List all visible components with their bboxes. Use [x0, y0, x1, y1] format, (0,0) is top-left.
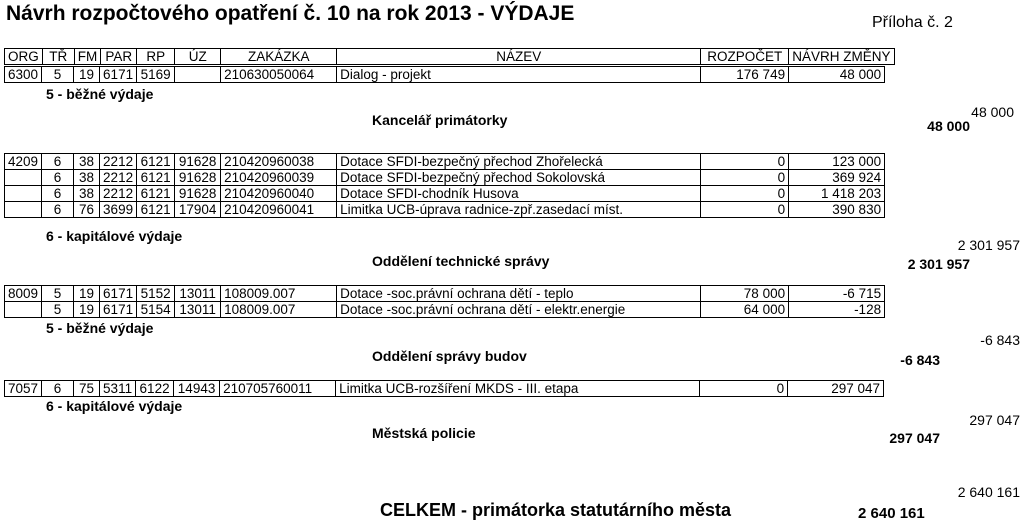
col-header-tr: TŘ [42, 49, 74, 65]
cell-org [5, 186, 42, 202]
department-label: Oddělení technické správy [372, 253, 550, 269]
col-header-rp: RP [137, 49, 175, 65]
cell-fm: 19 [74, 302, 100, 318]
cell-uz: 91628 [175, 186, 221, 202]
cell-zakazka: 210705760011 [220, 381, 336, 397]
cell-zakazka: 210420960040 [221, 186, 337, 202]
cell-par: 6171 [100, 286, 137, 302]
cell-par: 2212 [100, 170, 137, 186]
grand-total-label: CELKEM - primátorka statutárního města [380, 500, 732, 520]
group-table-mestska-policie [4, 380, 884, 397]
cell-tr: 5 [42, 67, 74, 83]
cell-org: 6300 [5, 67, 42, 83]
cell-rozpocet: 0 [701, 186, 789, 202]
cell-org: 8009 [5, 286, 42, 302]
cell-zakazka: 210630050064 [221, 67, 337, 83]
cell-nazev: Dotace -soc.právní ochrana dětí - elektr.energie [337, 302, 701, 318]
cell-zakazka: 210420960038 [221, 154, 337, 170]
cell-rp: 6122 [136, 381, 174, 397]
col-header-zakazka: ZAKÁZKA [221, 49, 337, 65]
department-sum: -6 843 [900, 352, 940, 368]
cell-navrh: 369 924 [789, 170, 885, 186]
cell-fm: 38 [74, 170, 100, 186]
cell-zakazka: 108009.007 [221, 286, 337, 302]
expense-type-label: 5 - běžné výdaje [46, 86, 154, 102]
cell-rozpocet: 176 749 [701, 67, 789, 83]
cell-par: 2212 [100, 154, 137, 170]
cell-navrh: 1 418 203 [789, 186, 885, 202]
table-row [5, 154, 885, 170]
attachment-label: Příloha č. 2 [872, 14, 953, 31]
column-header-table [4, 48, 895, 65]
cell-uz: 13011 [175, 286, 221, 302]
cell-zakazka: 210420960039 [221, 170, 337, 186]
expense-type-label: 6 - kapitálové výdaje [46, 228, 183, 244]
cell-uz: 17904 [175, 202, 221, 218]
cell-rozpocet: 0 [701, 154, 789, 170]
department-sum: 48 000 [927, 118, 970, 134]
expense-type-label: 6 - kapitálové výdaje [46, 398, 183, 414]
cell-fm: 75 [74, 381, 100, 397]
cell-org [5, 170, 42, 186]
cell-fm: 76 [74, 202, 100, 218]
cell-par: 6171 [100, 302, 137, 318]
cell-nazev: Dotace SFDI-chodník Husova [337, 186, 701, 202]
cell-tr: 6 [42, 170, 74, 186]
cell-navrh: 123 000 [789, 154, 885, 170]
cell-rp: 5152 [137, 286, 175, 302]
table-row [5, 302, 885, 318]
cell-par: 5311 [100, 381, 136, 397]
cell-rp: 6121 [137, 170, 175, 186]
table-row [5, 202, 885, 218]
cell-uz: 13011 [175, 302, 221, 318]
margin-sum: 48 000 [971, 104, 1014, 120]
cell-tr: 5 [42, 286, 74, 302]
cell-nazev: Dialog - projekt [337, 67, 701, 83]
cell-uz: 91628 [175, 154, 221, 170]
expense-type-label: 5 - běžné výdaje [46, 320, 154, 336]
cell-rozpocet: 0 [701, 170, 789, 186]
col-header-nazev: NÁZEV [337, 49, 701, 65]
department-sum: 297 047 [889, 430, 940, 446]
cell-tr: 6 [42, 381, 74, 397]
col-header-uz: ÚZ [175, 49, 221, 65]
page-title: Návrh rozpočtového opatření č. 10 na rok 2013 - VÝDAJE [6, 2, 575, 25]
col-header-navrh: NÁVRH ZMĚNY [789, 49, 894, 65]
cell-uz: 14943 [174, 381, 220, 397]
cell-par: 3699 [100, 202, 137, 218]
cell-par: 6171 [100, 67, 137, 83]
margin-sum: 2 301 957 [957, 237, 1020, 253]
margin-sum: -6 843 [980, 332, 1020, 348]
cell-tr: 5 [42, 302, 74, 318]
cell-nazev: Limitka UCB-rozšíření MKDS - III. etapa [336, 381, 700, 397]
cell-org [5, 302, 42, 318]
cell-rozpocet: 0 [700, 381, 788, 397]
cell-navrh: 390 830 [789, 202, 885, 218]
grand-total-margin-sum: 2 640 161 [957, 484, 1020, 500]
cell-rp: 5154 [137, 302, 175, 318]
group-table-technicka-sprava [4, 153, 885, 218]
cell-rp: 6121 [137, 202, 175, 218]
cell-org [5, 202, 42, 218]
cell-navrh: -6 715 [789, 286, 885, 302]
cell-nazev: Limitka UCB-úprava radnice-zpř.zasedací míst. [337, 202, 701, 218]
cell-rp: 6121 [137, 154, 175, 170]
cell-rozpocet: 78 000 [701, 286, 789, 302]
department-label: Kancelář primátorky [372, 112, 508, 128]
cell-nazev: Dotace SFDI-bezpečný přechod Zhořelecká [337, 154, 701, 170]
department-sum: 2 301 957 [907, 256, 970, 272]
cell-rp: 6121 [137, 186, 175, 202]
table-row [5, 286, 885, 302]
cell-org: 7057 [5, 381, 42, 397]
group-table-sprava-budov [4, 285, 885, 318]
cell-fm: 38 [74, 186, 100, 202]
cell-nazev: Dotace -soc.právní ochrana dětí - teplo [337, 286, 701, 302]
col-header-rozpocet: ROZPOČET [701, 49, 789, 65]
col-header-fm: FM [74, 49, 101, 65]
department-label: Oddělení správy budov [372, 348, 527, 364]
group-table-kancelar [4, 66, 885, 83]
table-row [5, 67, 885, 83]
cell-navrh: 297 047 [788, 381, 884, 397]
margin-sum: 297 047 [969, 412, 1020, 428]
department-label: Městská policie [372, 425, 476, 441]
cell-tr: 6 [42, 154, 74, 170]
cell-tr: 6 [42, 186, 74, 202]
cell-nazev: Dotace SFDI-bezpečný přechod Sokolovská [337, 170, 701, 186]
cell-zakazka: 210420960041 [221, 202, 337, 218]
col-header-org: ORG [5, 49, 43, 65]
table-row [5, 170, 885, 186]
table-row [5, 186, 885, 202]
cell-rozpocet: 64 000 [701, 302, 789, 318]
cell-navrh: -128 [789, 302, 885, 318]
cell-rozpocet: 0 [701, 202, 789, 218]
cell-rp: 5169 [137, 67, 175, 83]
cell-fm: 19 [74, 286, 100, 302]
cell-uz [175, 67, 221, 83]
grand-total-sum: 2 640 161 [858, 505, 925, 522]
cell-fm: 19 [74, 67, 100, 83]
cell-navrh: 48 000 [789, 67, 885, 83]
table-row [5, 381, 884, 397]
cell-zakazka: 108009.007 [221, 302, 337, 318]
col-header-par: PAR [101, 49, 137, 65]
cell-tr: 6 [42, 202, 74, 218]
cell-par: 2212 [100, 186, 137, 202]
cell-fm: 38 [74, 154, 100, 170]
cell-uz: 91628 [175, 170, 221, 186]
cell-org: 4209 [5, 154, 42, 170]
